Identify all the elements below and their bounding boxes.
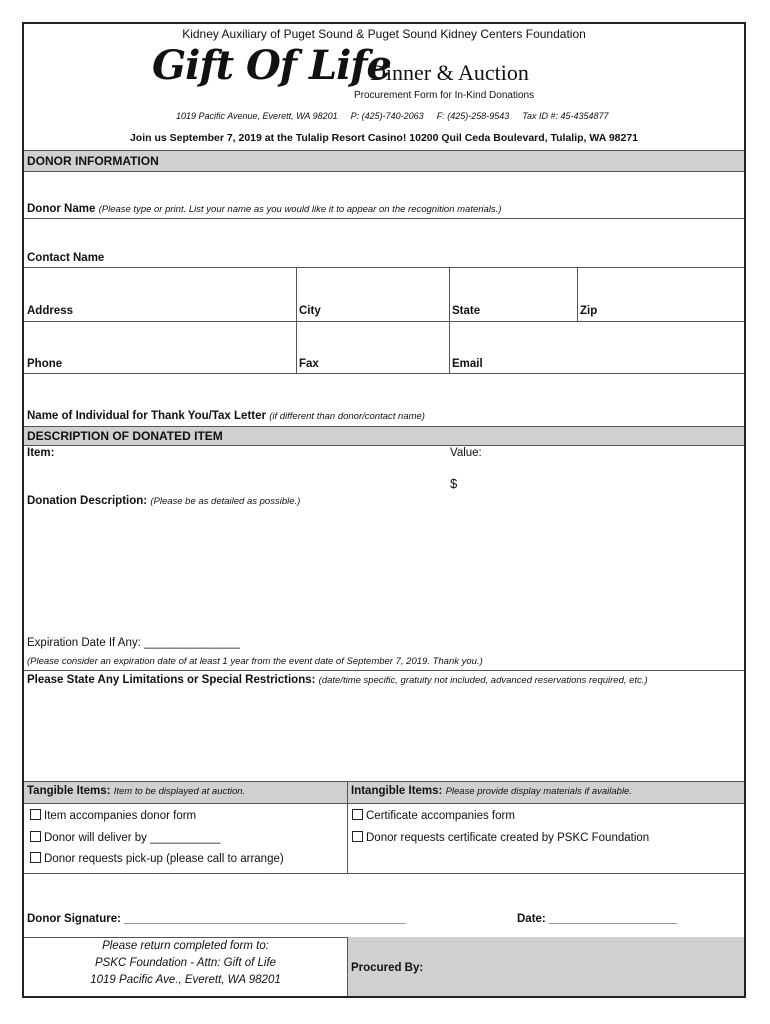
expiration-date-label: Expiration Date If Any: _______________: [27, 637, 240, 649]
tangible-option-3[interactable]: [30, 852, 284, 865]
return-line-1: Please return completed form to:: [102, 940, 269, 952]
donor-signature-line[interactable]: Donor Signature: ____________________________________________: [27, 913, 406, 925]
procured-by-box: [347, 937, 744, 996]
divider: [24, 218, 744, 219]
intangible-items-title: Intangible Items:: [351, 785, 443, 797]
divider: [24, 267, 744, 268]
tangible-items-note: Item to be displayed at auction.: [113, 786, 246, 797]
limitations-note: (date/time specific, gratuity not included, advanced reservations required, etc.): [318, 675, 648, 686]
dollar-sign: $: [450, 476, 458, 491]
org-tax-id: Tax ID #: 45-4354877: [522, 111, 609, 121]
contact-info-line: [176, 111, 609, 121]
event-title: Dinner & Auction: [370, 60, 529, 85]
email-label: Email: [452, 358, 483, 370]
zip-label: Zip: [580, 305, 598, 317]
checkbox[interactable]: [30, 809, 41, 820]
intangible-option-label: Certificate accompanies form: [366, 810, 515, 822]
expiration-note: (Please consider an expiration date of at least 1 year from the event date of September 7, 2019. Thank you.): [27, 656, 483, 667]
divider: [24, 373, 744, 374]
thank-you-note: (if different than donor/contact name): [269, 411, 425, 422]
procurement-form: [22, 22, 746, 998]
divider: [24, 321, 744, 322]
thank-you-label-text: Name of Individual for Thank You/Tax Letter: [27, 410, 266, 422]
form-subtitle: Procurement Form for In-Kind Donations: [354, 90, 535, 101]
checkbox[interactable]: [30, 831, 41, 842]
divider: [24, 670, 744, 671]
tangible-items-header: [27, 785, 245, 797]
donor-name-label: [27, 203, 501, 215]
intangible-option-label: Donor requests certificate created by PSKC Foundation: [366, 832, 650, 844]
donation-description-note: (Please be as detailed as possible.): [150, 496, 301, 507]
column-divider: [449, 267, 450, 373]
return-line-2: PSKC Foundation - Attn: Gift of Life: [94, 957, 277, 969]
donation-description-text: Donation Description:: [27, 495, 148, 507]
address-label: Address: [27, 305, 74, 317]
intangible-items-header: [351, 785, 632, 797]
tangible-items-title: Tangible Items:: [27, 785, 111, 797]
donor-information-header: [24, 150, 744, 172]
tangible-option-label: Item accompanies donor form: [44, 810, 197, 822]
tangible-option-label: Donor will deliver by ___________: [44, 832, 221, 844]
event-line: Join us September 7, 2019 at the Tulalip Resort Casino! 10200 Quil Ceda Boulevard, Tulalip, WA 98271: [129, 132, 639, 144]
value-label: Value:: [450, 447, 482, 459]
checkbox[interactable]: [352, 809, 363, 820]
donated-item-header: [24, 426, 744, 446]
gift-of-life-logo: Gift Of Life: [152, 42, 391, 89]
org-address: 1019 Pacific Avenue, Everett, WA 98201: [176, 111, 338, 121]
checkbox[interactable]: [30, 852, 41, 863]
divider: [24, 873, 744, 874]
column-divider: [347, 781, 348, 873]
org-phone: P: (425)-740-2063: [350, 111, 424, 121]
tangible-option-2[interactable]: [30, 831, 220, 844]
donor-name-label-text: Donor Name: [27, 203, 96, 215]
item-type-header: [24, 781, 744, 804]
date-line[interactable]: Date: ____________________: [517, 913, 677, 925]
limitations-label-text: Please State Any Limitations or Special Restrictions:: [27, 674, 316, 686]
fax-label: Fax: [299, 358, 319, 370]
org-line: Kidney Auxiliary of Puget Sound & Puget Sound Kidney Centers Foundation: [182, 27, 586, 41]
intangible-items-note: Please provide display materials if available.: [445, 786, 632, 797]
thank-you-label: [27, 410, 425, 422]
intangible-option-2[interactable]: [352, 831, 649, 844]
donated-item-title: DESCRIPTION OF DONATED ITEM: [27, 429, 223, 443]
state-label: State: [452, 305, 481, 317]
tangible-option-1[interactable]: [30, 809, 196, 822]
city-label: City: [299, 305, 321, 317]
donor-name-note: (Please type or print. List your name as you would like it to appear on the recognition materials.): [98, 204, 502, 215]
donation-description-label: [27, 495, 300, 507]
donor-information-title: DONOR INFORMATION: [27, 154, 159, 168]
tangible-option-label: Donor requests pick-up (please call to arrange): [44, 853, 284, 865]
column-divider: [296, 267, 297, 373]
return-address-block: [24, 938, 347, 989]
intangible-option-1[interactable]: [352, 809, 515, 822]
phone-label: Phone: [27, 358, 63, 370]
column-divider: [577, 267, 578, 321]
contact-name-label: Contact Name: [27, 252, 105, 264]
procured-by-label: Procured By:: [351, 962, 424, 974]
item-label: Item:: [27, 447, 55, 459]
limitations-label: [27, 674, 648, 686]
return-line-3: 1019 Pacific Ave., Everett, WA 98201: [90, 974, 281, 986]
org-fax: F: (425)-258-9543: [436, 111, 510, 121]
checkbox[interactable]: [352, 831, 363, 842]
